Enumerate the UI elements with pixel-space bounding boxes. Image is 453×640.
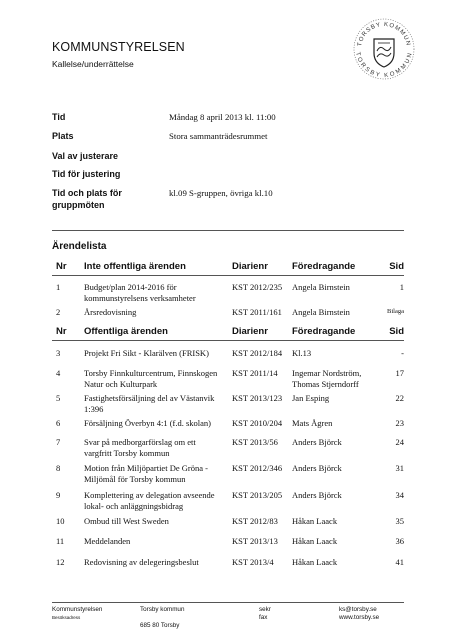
item-nr: 3 bbox=[56, 348, 61, 358]
footer-col-office bbox=[52, 606, 102, 622]
adjustment-time-label: Tid för justering bbox=[52, 169, 121, 179]
footer-municipality-name: Torsby kommun bbox=[140, 606, 185, 613]
footer-col-contact bbox=[259, 606, 271, 622]
meeting-place-value: Stora sammanträdesrummet bbox=[169, 131, 268, 141]
item-diarienr: KST 2013/13 bbox=[232, 536, 278, 546]
seal-text-top: TORSBY KOMMUN bbox=[357, 21, 411, 47]
page-title: KOMMUNSTYRELSEN bbox=[52, 40, 185, 54]
item-foredragande: Mats Ågren bbox=[292, 418, 333, 428]
item-nr: 9 bbox=[56, 490, 61, 500]
item-sid: Bilaga bbox=[387, 308, 404, 315]
item-diarienr: KST 2011/161 bbox=[232, 307, 282, 317]
item-title: Motion från Miljöpartiet De Gröna - Miljömål för Torsby kommun bbox=[84, 463, 208, 484]
open-items-header bbox=[52, 326, 404, 339]
page-subtitle: Kallelse/underrättelse bbox=[52, 59, 134, 69]
footer-col-municipality bbox=[140, 606, 184, 630]
item-nr: 6 bbox=[56, 418, 61, 428]
item-diarienr: KST 2011/14 bbox=[232, 368, 278, 378]
item-sid: - bbox=[401, 348, 404, 358]
item-nr: 5 bbox=[56, 393, 61, 403]
header-foredragande: Föredragande bbox=[292, 261, 356, 272]
footer-divider bbox=[52, 602, 404, 603]
header-diarienr: Diarienr bbox=[232, 326, 268, 337]
item-foredragande: Anders Björck bbox=[292, 490, 342, 500]
svg-text:TORSBY KOMMUN bbox=[354, 52, 414, 79]
item-nr: 8 bbox=[56, 463, 61, 473]
header-title: Inte offentliga ärenden bbox=[84, 261, 186, 272]
item-foredragande: Jan Esping bbox=[292, 393, 330, 403]
item-sid: 23 bbox=[395, 418, 404, 428]
item-nr: 11 bbox=[56, 536, 65, 546]
item-sid: 22 bbox=[395, 393, 404, 403]
adjuster-label: Val av justerare bbox=[52, 151, 119, 161]
item-sid: 36 bbox=[395, 536, 404, 546]
header-title: Offentliga ärenden bbox=[84, 326, 168, 337]
group-meetings-label-line2: gruppmöten bbox=[52, 200, 105, 210]
section-divider bbox=[52, 230, 404, 231]
item-diarienr: KST 2013/56 bbox=[232, 437, 278, 447]
item-diarienr: KST 2012/184 bbox=[232, 348, 283, 358]
item-sid: 35 bbox=[395, 516, 404, 526]
header-underline bbox=[52, 340, 404, 341]
item-nr: 12 bbox=[56, 557, 65, 567]
seal-text-bottom: TORSBY KOMMUN bbox=[354, 51, 414, 80]
footer-office-name: Kommunstyrelsen bbox=[52, 606, 103, 613]
item-nr: 10 bbox=[56, 516, 65, 526]
item-sid: 17 bbox=[395, 368, 404, 378]
item-nr: 1 bbox=[56, 282, 61, 292]
item-nr: 4 bbox=[56, 368, 61, 378]
footer-website: www.torsby.se bbox=[339, 614, 380, 621]
item-foredragande: Ingemar Nordström, Thomas Stjerndorff bbox=[292, 368, 362, 389]
item-title: Försäljning Överbyn 4:1 (f.d. skolan) bbox=[84, 418, 212, 428]
group-meetings-label-line1: Tid och plats för bbox=[52, 188, 122, 198]
item-diarienr: KST 2013/123 bbox=[232, 393, 283, 403]
item-diarienr: KST 2012/83 bbox=[232, 516, 278, 526]
item-nr: 2 bbox=[56, 307, 61, 317]
header-diarienr: Diarienr bbox=[232, 261, 268, 272]
meeting-time-value: Måndag 8 april 2013 kl. 11:00 bbox=[169, 112, 276, 122]
item-foredragande: Kl.13 bbox=[292, 348, 312, 358]
municipal-seal-icon bbox=[352, 17, 416, 81]
item-foredragande: Angela Birnstein bbox=[292, 282, 350, 292]
item-diarienr: KST 2013/4 bbox=[232, 557, 274, 567]
item-foredragande: Håkan Laack bbox=[292, 557, 338, 567]
item-foredragande: Håkan Laack bbox=[292, 516, 338, 526]
meeting-place-label: Plats bbox=[52, 131, 74, 141]
footer-postal-address: 685 80 Torsby bbox=[140, 622, 180, 629]
header-nr: Nr bbox=[56, 326, 67, 337]
header-sid: Sid bbox=[389, 261, 404, 272]
item-title: Projekt Fri Sikt - Klarälven (FRISK) bbox=[84, 348, 209, 358]
item-title: Meddelanden bbox=[84, 536, 131, 546]
footer-fax-label: fax bbox=[259, 614, 268, 621]
footer-secretary-label: sekr bbox=[259, 606, 271, 613]
header-foredragande: Föredragande bbox=[292, 326, 356, 337]
item-title: Torsby Finnkulturcentrum, Finnskogen Natur och Kulturpark bbox=[84, 368, 218, 389]
item-sid: 34 bbox=[395, 490, 404, 500]
item-foredragande: Håkan Laack bbox=[292, 536, 338, 546]
item-diarienr: KST 2010/204 bbox=[232, 418, 283, 428]
item-title: Redovisning av delegeringsbeslut bbox=[84, 557, 199, 567]
item-foredragande: Anders Björck bbox=[292, 437, 342, 447]
item-sid: 24 bbox=[395, 437, 404, 447]
item-foredragande: Angela Birnstein bbox=[292, 307, 350, 317]
footer-visit-address-label: Besöksadress bbox=[52, 615, 81, 620]
header-sid: Sid bbox=[389, 326, 404, 337]
agenda-title: Ärendelista bbox=[52, 241, 107, 252]
closed-items-header bbox=[52, 261, 404, 274]
meeting-time-label: Tid bbox=[52, 112, 66, 122]
footer-col-web bbox=[339, 606, 379, 622]
item-title: Årsredovisning bbox=[84, 307, 137, 317]
item-title: Komplettering av delegation avseende lokal- och anläggningsbidrag bbox=[84, 490, 215, 511]
item-diarienr: KST 2012/346 bbox=[232, 463, 283, 473]
item-title: Svar på medborgarförslag om ett vargfritt Torsby kommun bbox=[84, 437, 196, 458]
item-title: Fastighetsförsäljning del av Västanvik 1:396 bbox=[84, 393, 215, 414]
item-nr: 7 bbox=[56, 437, 61, 447]
item-foredragande: Anders Björck bbox=[292, 463, 342, 473]
item-sid: 1 bbox=[399, 282, 404, 292]
header-underline bbox=[52, 275, 404, 276]
group-meetings-value: kl.09 S-gruppen, övriga kl.10 bbox=[169, 188, 273, 198]
item-diarienr: KST 2012/235 bbox=[232, 282, 283, 292]
item-sid: 31 bbox=[395, 463, 404, 473]
item-diarienr: KST 2013/205 bbox=[232, 490, 283, 500]
item-sid: 41 bbox=[395, 557, 404, 567]
item-title: Budget/plan 2014-2016 för kommunstyrelsens verksamheter bbox=[84, 282, 196, 303]
item-title: Ombud till West Sweden bbox=[84, 516, 169, 526]
header-nr: Nr bbox=[56, 261, 67, 272]
footer-email: ks@torsby.se bbox=[339, 606, 377, 613]
